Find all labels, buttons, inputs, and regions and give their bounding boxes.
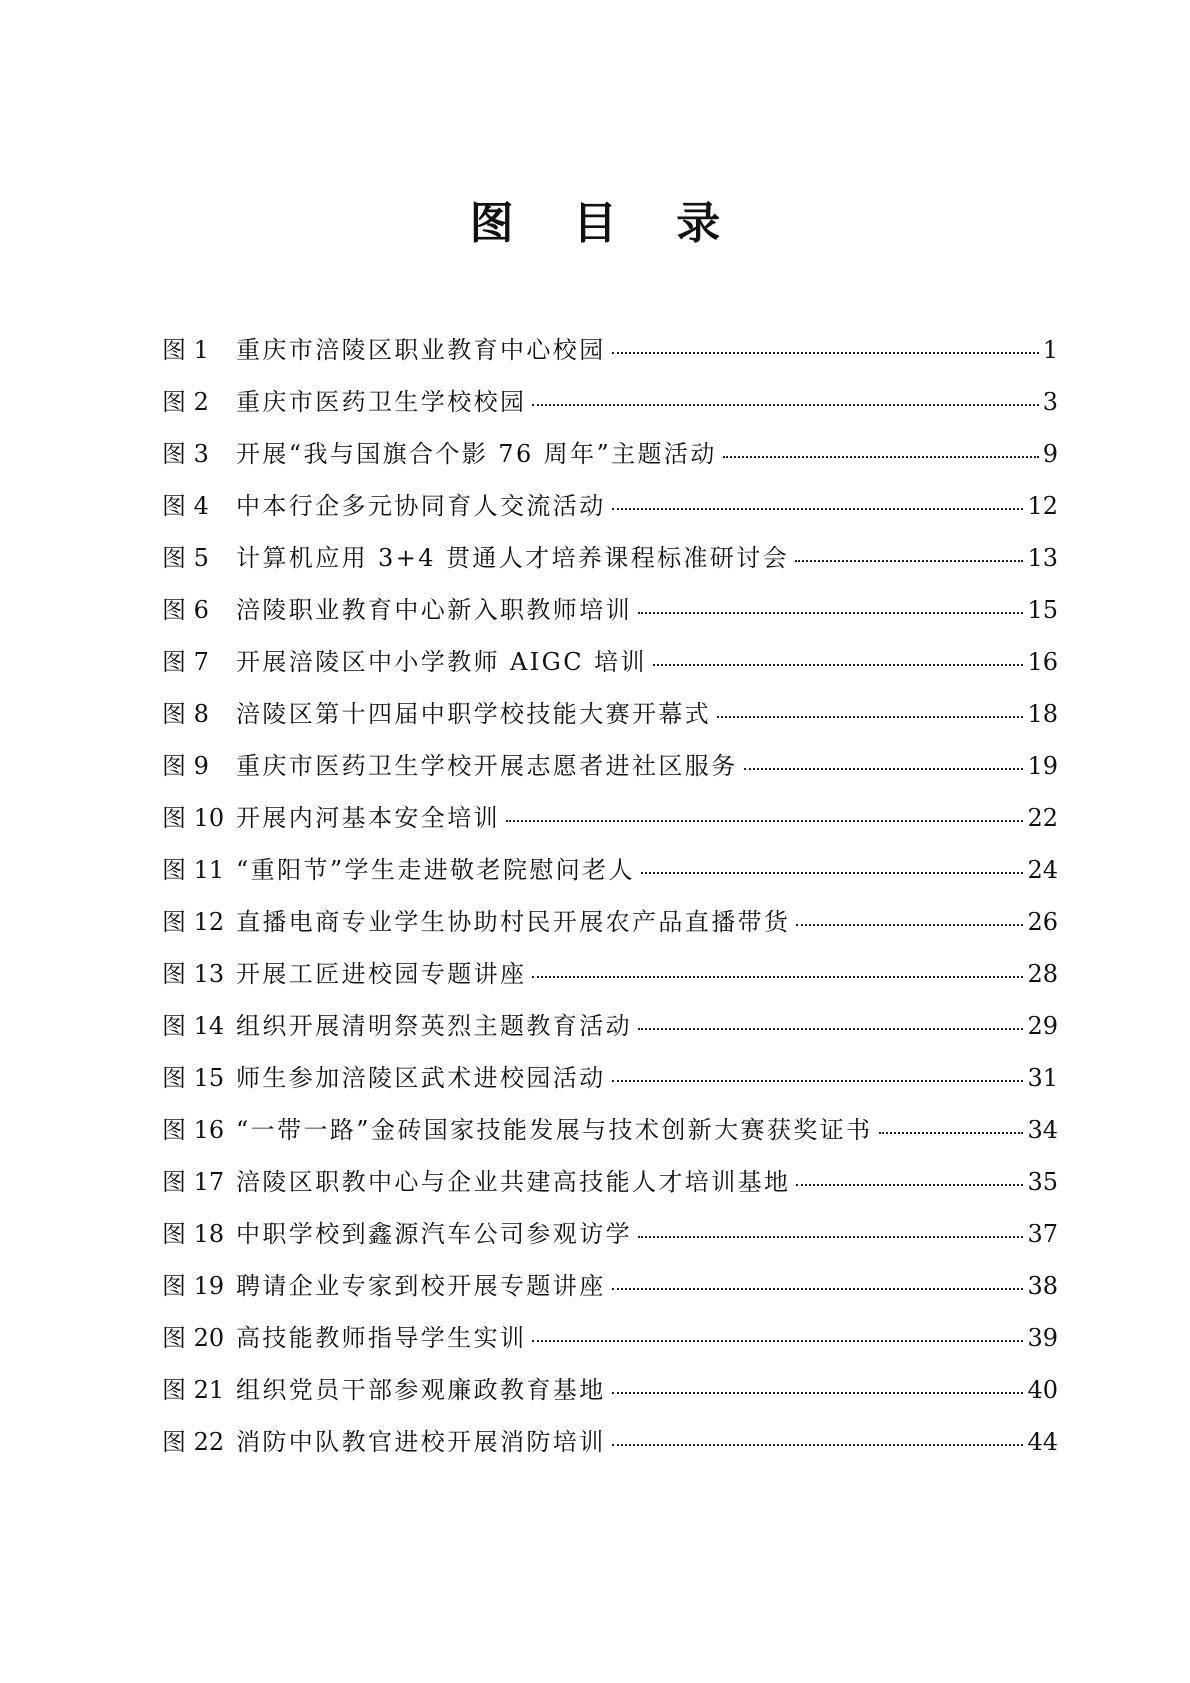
toc-dot-leader bbox=[612, 508, 1024, 510]
toc-entry[interactable] bbox=[162, 688, 1058, 740]
toc-figure-label: 图 11 bbox=[162, 856, 225, 884]
toc-entry[interactable] bbox=[162, 1312, 1058, 1364]
toc-figure-label: 图 21 bbox=[162, 1376, 225, 1404]
toc-dot-leader bbox=[641, 872, 1024, 874]
toc-figure-caption: 中职学校到鑫源汽车公司参观访学 bbox=[236, 1220, 632, 1248]
toc-figure-label: 图 13 bbox=[162, 960, 225, 988]
toc-entry[interactable] bbox=[162, 792, 1058, 844]
toc-entry[interactable] bbox=[162, 1208, 1058, 1260]
toc-figure-caption: 聘请企业专家到校开展专题讲座 bbox=[236, 1272, 606, 1300]
toc-page-number: 15 bbox=[1027, 596, 1058, 624]
toc-page-number: 35 bbox=[1027, 1168, 1058, 1196]
toc-dot-leader bbox=[744, 768, 1024, 770]
toc-page-number: 18 bbox=[1027, 700, 1058, 728]
toc-figure-label: 图 10 bbox=[162, 804, 225, 832]
toc-page-number: 34 bbox=[1027, 1116, 1058, 1144]
toc-dot-leader bbox=[723, 456, 1039, 458]
toc-figure-caption: 开展涪陵区中小学教师 AIGC 培训 bbox=[236, 648, 647, 676]
toc-dot-leader bbox=[612, 1080, 1024, 1082]
toc-page-number: 3 bbox=[1042, 388, 1058, 416]
toc-figure-label: 图 15 bbox=[162, 1064, 225, 1092]
toc-figure-label: 图 5 bbox=[162, 544, 209, 572]
toc-dot-leader bbox=[796, 924, 1023, 926]
toc-figure-caption: 高技能教师指导学生实训 bbox=[236, 1324, 527, 1352]
toc-figure-caption: 涪陵区职教中心与企业共建高技能人才培训基地 bbox=[236, 1168, 791, 1196]
toc-entry[interactable] bbox=[162, 1364, 1058, 1416]
toc-entry[interactable] bbox=[162, 428, 1058, 480]
toc-dot-leader bbox=[717, 716, 1023, 718]
toc-figure-caption: 重庆市医药卫生学校校园 bbox=[236, 388, 527, 416]
toc-entry[interactable] bbox=[162, 584, 1058, 636]
toc-entry[interactable] bbox=[162, 1260, 1058, 1312]
toc-page-number: 37 bbox=[1027, 1220, 1058, 1248]
toc-figure-caption: 重庆市医药卫生学校开展志愿者进社区服务 bbox=[236, 752, 738, 780]
toc-figure-label: 图 22 bbox=[162, 1428, 225, 1456]
toc-entry[interactable] bbox=[162, 480, 1058, 532]
toc-figure-label: 图 18 bbox=[162, 1220, 225, 1248]
toc-figure-caption: 涪陵区第十四届中职学校技能大赛开幕式 bbox=[236, 700, 712, 728]
toc-page-number: 9 bbox=[1042, 440, 1058, 468]
toc-entry[interactable] bbox=[162, 1104, 1058, 1156]
toc-entry[interactable] bbox=[162, 1416, 1058, 1468]
toc-dot-leader bbox=[532, 976, 1023, 978]
toc-entry[interactable] bbox=[162, 532, 1058, 584]
toc-page-number: 16 bbox=[1027, 648, 1058, 676]
toc-page-number: 39 bbox=[1027, 1324, 1058, 1352]
toc-figure-caption: 计算机应用 3+4 贯通人才培养课程标准研讨会 bbox=[236, 544, 790, 572]
toc-dot-leader bbox=[612, 1288, 1024, 1290]
toc-dot-leader bbox=[612, 352, 1039, 354]
toc-figure-label: 图 4 bbox=[162, 492, 209, 520]
toc-page-number: 38 bbox=[1027, 1272, 1058, 1300]
toc-page-number: 1 bbox=[1042, 336, 1058, 364]
toc-dot-leader bbox=[612, 1392, 1024, 1394]
toc-page-number: 31 bbox=[1027, 1064, 1058, 1092]
toc-figure-label: 图 16 bbox=[162, 1116, 225, 1144]
toc-dot-leader bbox=[638, 1236, 1023, 1238]
toc-figure-label: 图 7 bbox=[162, 648, 209, 676]
toc-figure-label: 图 3 bbox=[162, 440, 209, 468]
toc-page-number: 29 bbox=[1027, 1012, 1058, 1040]
toc-page-number: 19 bbox=[1027, 752, 1058, 780]
toc-dot-leader bbox=[612, 1444, 1024, 1446]
toc-entry[interactable] bbox=[162, 896, 1058, 948]
toc-figure-label: 图 19 bbox=[162, 1272, 225, 1300]
toc-figure-caption: 中本行企多元协同育人交流活动 bbox=[236, 492, 606, 520]
toc-figure-label: 图 1 bbox=[162, 336, 209, 364]
toc-figure-caption: “一带一路”金砖国家技能发展与技术创新大赛获奖证书 bbox=[236, 1116, 873, 1144]
toc-dot-leader bbox=[532, 404, 1038, 406]
toc-entry[interactable] bbox=[162, 740, 1058, 792]
toc-dot-leader bbox=[796, 1184, 1023, 1186]
toc-figure-label: 图 12 bbox=[162, 908, 225, 936]
toc-figure-caption: 消防中队教官进校开展消防培训 bbox=[236, 1428, 606, 1456]
toc-page-number: 13 bbox=[1027, 544, 1058, 572]
toc-figure-label: 图 17 bbox=[162, 1168, 225, 1196]
toc-page-number: 24 bbox=[1027, 856, 1058, 884]
toc-figure-caption: 开展内河基本安全培训 bbox=[236, 804, 500, 832]
toc-figure-caption: 师生参加涪陵区武术进校园活动 bbox=[236, 1064, 606, 1092]
toc-figure-caption: 组织开展清明祭英烈主题教育活动 bbox=[236, 1012, 632, 1040]
toc-figure-caption: 开展“我与国旗合个影 76 周年”主题活动 bbox=[236, 440, 717, 468]
toc-figure-caption: “重阳节”学生走进敬老院慰问老人 bbox=[236, 856, 635, 884]
toc-page-number: 44 bbox=[1027, 1428, 1058, 1456]
toc-entry[interactable] bbox=[162, 1052, 1058, 1104]
toc-page-number: 26 bbox=[1027, 908, 1058, 936]
toc-figure-label: 图 2 bbox=[162, 388, 209, 416]
toc-dot-leader bbox=[795, 560, 1023, 562]
toc-dot-leader bbox=[638, 612, 1023, 614]
toc-entry[interactable] bbox=[162, 1000, 1058, 1052]
toc-page-number: 28 bbox=[1027, 960, 1058, 988]
toc-dot-leader bbox=[879, 1132, 1024, 1134]
toc-dot-leader bbox=[506, 820, 1023, 822]
page-title: 图 目 录 bbox=[469, 198, 743, 249]
toc-page-number: 22 bbox=[1027, 804, 1058, 832]
toc-entry[interactable] bbox=[162, 948, 1058, 1000]
toc-page-number: 40 bbox=[1027, 1376, 1058, 1404]
toc-dot-leader bbox=[532, 1340, 1023, 1342]
toc-figure-label: 图 6 bbox=[162, 596, 209, 624]
toc-dot-leader bbox=[638, 1028, 1023, 1030]
toc-entry[interactable] bbox=[162, 844, 1058, 896]
toc-entry[interactable] bbox=[162, 324, 1058, 376]
toc-entry[interactable] bbox=[162, 1156, 1058, 1208]
toc-figure-caption: 开展工匠进校园专题讲座 bbox=[236, 960, 527, 988]
toc-figure-label: 图 14 bbox=[162, 1012, 225, 1040]
toc-entry[interactable] bbox=[162, 636, 1058, 688]
toc-figure-caption: 直播电商专业学生协助村民开展农产品直播带货 bbox=[236, 908, 791, 936]
toc-dot-leader bbox=[653, 664, 1024, 666]
toc-page-number: 12 bbox=[1027, 492, 1058, 520]
toc-figure-label: 图 8 bbox=[162, 700, 209, 728]
toc-figure-label: 图 20 bbox=[162, 1324, 225, 1352]
figure-toc-list bbox=[162, 324, 1058, 1468]
toc-entry[interactable] bbox=[162, 376, 1058, 428]
toc-figure-label: 图 9 bbox=[162, 752, 209, 780]
toc-figure-caption: 重庆市涪陵区职业教育中心校园 bbox=[236, 336, 606, 364]
toc-figure-caption: 组织党员干部参观廉政教育基地 bbox=[236, 1376, 606, 1404]
toc-figure-caption: 涪陵职业教育中心新入职教师培训 bbox=[236, 596, 632, 624]
